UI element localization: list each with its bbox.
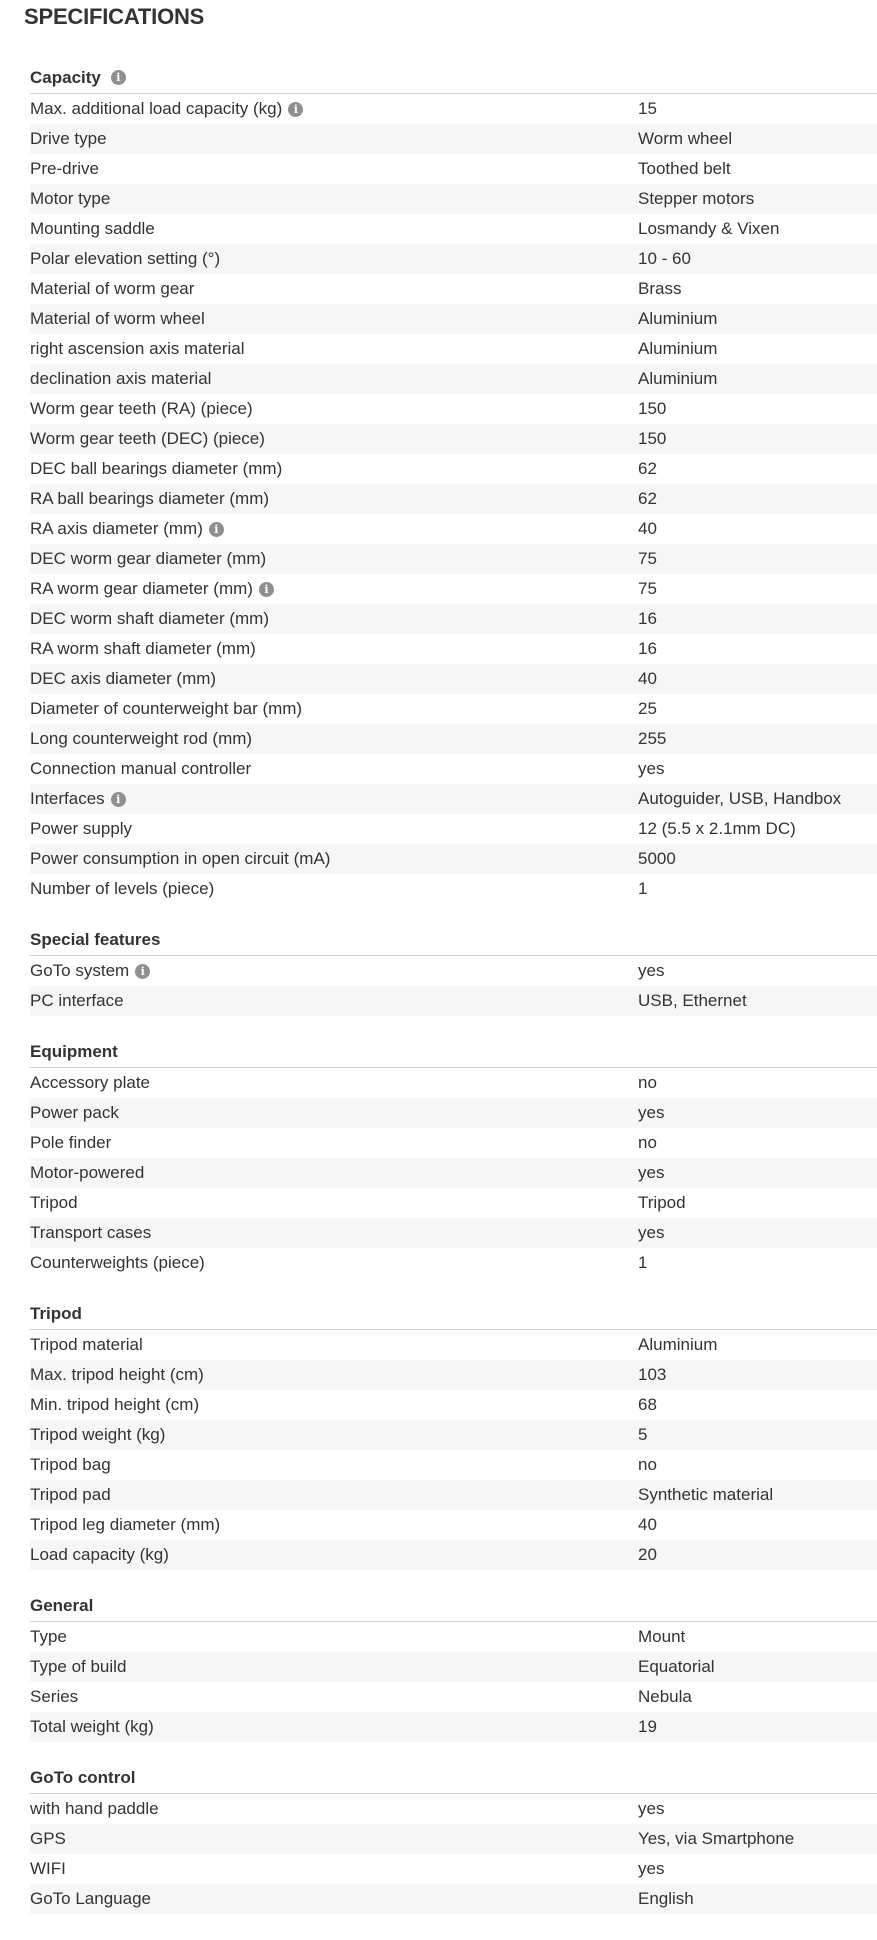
spec-value: Aluminium [638,369,718,388]
section-rows [30,956,877,1016]
spec-row [30,1330,877,1360]
spec-label: right ascension axis material [30,339,245,358]
spec-label-cell [30,1485,638,1505]
spec-section-tripod [30,1298,877,1570]
spec-value: Toothed belt [638,159,731,178]
spec-label-cell [30,849,638,869]
spec-label-cell [30,1515,638,1535]
spec-label-cell [30,1657,638,1677]
spec-row [30,1884,877,1914]
spec-row [30,1218,877,1248]
spec-row [30,304,877,334]
spec-value: 255 [638,729,667,748]
spec-label: Long counterweight rod (mm) [30,729,253,748]
spec-value: no [638,1073,657,1092]
section-rows [30,1622,877,1742]
section-header [30,1298,877,1330]
spec-value: Synthetic material [638,1485,774,1504]
spec-row [30,814,877,844]
spec-label-cell [30,789,638,809]
spec-label: DEC worm gear diameter (mm) [30,549,267,568]
section-header [30,924,877,956]
spec-row [30,1068,877,1098]
spec-value: 40 [638,1515,657,1534]
spec-row [30,94,877,124]
info-icon[interactable]: i [135,964,150,979]
spec-label: DEC axis diameter (mm) [30,669,217,688]
spec-label-cell [30,1365,638,1385]
spec-section-special-features [30,924,877,1016]
section-title: GoTo control [30,1767,136,1787]
spec-label-cell [30,99,638,119]
spec-row [30,1390,877,1420]
spec-label-cell [30,1859,638,1879]
spec-value: 62 [638,489,657,508]
spec-label-cell [30,309,638,329]
spec-row [30,1360,877,1390]
spec-value: Yes, via Smartphone [638,1829,795,1848]
spec-row [30,484,877,514]
spec-label-cell [30,1223,638,1243]
section-header [30,1036,877,1068]
spec-label: Power supply [30,819,133,838]
spec-value: yes [638,961,665,980]
spec-label: RA worm gear diameter (mm) [30,579,253,598]
spec-row [30,874,877,904]
spec-label: GoTo system [30,961,130,980]
spec-label: RA worm shaft diameter (mm) [30,639,256,658]
spec-label: Min. tripod height (cm) [30,1395,200,1414]
section-title: Special features [30,929,161,949]
spec-label-cell [30,1687,638,1707]
spec-value: 75 [638,549,657,568]
spec-label: GoTo Language [30,1889,151,1908]
spec-row [30,1128,877,1158]
spec-value: 12 (5.5 x 2.1mm DC) [638,819,796,838]
spec-label-cell [30,339,638,359]
spec-label-cell [30,1545,638,1565]
spec-value: 1 [638,1253,648,1272]
section-rows [30,1068,877,1278]
spec-label-cell [30,1335,638,1355]
spec-row [30,424,877,454]
spec-label-cell [30,639,638,659]
spec-label: Tripod leg diameter (mm) [30,1515,221,1534]
spec-value: 62 [638,459,657,478]
spec-row [30,784,877,814]
section-title: Capacity [30,67,101,87]
spec-value: Nebula [638,1687,692,1706]
spec-label-cell [30,1799,638,1819]
spec-label: Tripod bag [30,1455,111,1474]
spec-label-cell [30,519,638,539]
spec-label-cell [30,279,638,299]
spec-value: 75 [638,579,657,598]
spec-value: Autoguider, USB, Handbox [638,789,842,808]
spec-label-cell [30,549,638,569]
spec-label-cell [30,159,638,179]
spec-row [30,634,877,664]
spec-label-cell [30,1425,638,1445]
spec-label: Load capacity (kg) [30,1545,169,1564]
spec-label: RA axis diameter (mm) [30,519,203,538]
spec-row [30,1450,877,1480]
spec-label: Power pack [30,1103,119,1122]
spec-label-cell [30,961,638,981]
spec-label: Pole finder [30,1133,112,1152]
spec-row [30,274,877,304]
spec-label-cell [30,1103,638,1123]
spec-value: Brass [638,279,682,298]
spec-value: 5000 [638,849,676,868]
section-rows [30,1794,877,1914]
spec-row [30,124,877,154]
spec-row [30,694,877,724]
spec-row [30,754,877,784]
info-icon[interactable]: i [209,522,224,537]
spec-value: yes [638,1859,665,1878]
spec-row [30,1248,877,1278]
spec-label: Max. additional load capacity (kg) [30,99,283,118]
spec-row [30,214,877,244]
spec-label: Interfaces [30,789,105,808]
section-header [30,1762,877,1794]
spec-value: yes [638,1799,665,1818]
spec-value: Aluminium [638,339,718,358]
info-icon[interactable]: i [111,792,126,807]
spec-label: Counterweights (piece) [30,1253,205,1272]
spec-row [30,1540,877,1570]
spec-row [30,1098,877,1128]
spec-label-cell [30,1133,638,1153]
spec-row [30,394,877,424]
spec-label: Tripod pad [30,1485,111,1504]
spec-value: 150 [638,429,667,448]
spec-label: Drive type [30,129,107,148]
spec-label: Max. tripod height (cm) [30,1365,204,1384]
spec-label-cell [30,1193,638,1213]
spec-value: USB, Ethernet [638,991,747,1010]
spec-value: 150 [638,399,667,418]
spec-label: Diameter of counterweight bar (mm) [30,699,303,718]
spec-value: Aluminium [638,309,718,328]
spec-value: 10 - 60 [638,249,691,268]
spec-label-cell [30,1717,638,1737]
spec-label-cell [30,669,638,689]
spec-row [30,1682,877,1712]
spec-label: RA ball bearings diameter (mm) [30,489,270,508]
page-title: SPECIFICATIONS [24,4,205,29]
spec-label: Connection manual controller [30,759,252,778]
spec-label: Transport cases [30,1223,152,1242]
spec-label: Number of levels (piece) [30,879,215,898]
spec-value: 103 [638,1365,667,1384]
spec-label-cell [30,459,638,479]
spec-row [30,1794,877,1824]
spec-label-cell [30,991,638,1011]
spec-value: 20 [638,1545,657,1564]
spec-value: yes [638,1223,665,1242]
spec-label: declination axis material [30,369,212,388]
spec-value: 16 [638,609,657,628]
spec-label-cell [30,1163,638,1183]
spec-section-capacity [30,62,877,904]
spec-value: 1 [638,879,648,898]
section-rows [30,94,877,904]
spec-row [30,454,877,484]
spec-row [30,544,877,574]
spec-row [30,1158,877,1188]
spec-label-cell [30,399,638,419]
section-title: General [30,1595,94,1615]
spec-row [30,986,877,1016]
spec-value: yes [638,1163,665,1182]
spec-label-cell [30,1395,638,1415]
spec-label-cell [30,759,638,779]
spec-label: DEC worm shaft diameter (mm) [30,609,269,628]
spec-value: 15 [638,99,657,118]
spec-label-cell [30,1073,638,1093]
section-title: Tripod [30,1303,82,1323]
spec-label-cell [30,129,638,149]
section-rows [30,1330,877,1570]
spec-row [30,334,877,364]
spec-row [30,1854,877,1884]
spec-section-equipment [30,1036,877,1278]
spec-label: Material of worm wheel [30,309,205,328]
spec-row [30,1652,877,1682]
spec-label: Worm gear teeth (DEC) (piece) [30,429,265,448]
spec-row [30,1622,877,1652]
spec-label: Worm gear teeth (RA) (piece) [30,399,253,418]
spec-row [30,1420,877,1450]
spec-label: Total weight (kg) [30,1717,154,1736]
spec-label-cell [30,1889,638,1909]
spec-row [30,664,877,694]
spec-row [30,364,877,394]
info-icon[interactable]: i [111,70,126,85]
info-icon[interactable]: i [259,582,274,597]
spec-value: 68 [638,1395,657,1414]
info-icon[interactable]: i [288,102,303,117]
spec-row [30,724,877,754]
spec-value: Aluminium [638,1335,718,1354]
spec-label: Motor type [30,189,111,208]
spec-label: Material of worm gear [30,279,195,298]
spec-value: Tripod [638,1193,686,1212]
spec-label-cell [30,1455,638,1475]
spec-value: yes [638,759,665,778]
spec-row [30,1480,877,1510]
spec-section-general [30,1590,877,1742]
spec-value: 19 [638,1717,657,1736]
spec-value: Equatorial [638,1657,715,1676]
spec-label: Pre-drive [30,159,99,178]
spec-value: Mount [638,1627,686,1646]
spec-row [30,514,877,544]
spec-label: Tripod weight (kg) [30,1425,166,1444]
spec-label-cell [30,579,638,599]
spec-label-cell [30,1627,638,1647]
spec-label: Polar elevation setting (°) [30,249,221,268]
section-title: Equipment [30,1041,118,1061]
spec-label-cell [30,1829,638,1849]
spec-value: yes [638,1103,665,1122]
spec-label-cell [30,609,638,629]
spec-label-cell [30,189,638,209]
spec-label-cell [30,429,638,449]
spec-label-cell [30,1253,638,1273]
spec-label-cell [30,489,638,509]
spec-label: Mounting saddle [30,219,155,238]
spec-label: DEC ball bearings diameter (mm) [30,459,283,478]
spec-section-goto-control [30,1762,877,1914]
spec-label: Accessory plate [30,1073,150,1092]
spec-label: WIFI [30,1859,66,1878]
spec-row [30,1188,877,1218]
spec-row [30,184,877,214]
spec-label: Type of build [30,1657,127,1676]
spec-label: PC interface [30,991,124,1010]
spec-label-cell [30,369,638,389]
spec-row [30,154,877,184]
spec-row [30,1824,877,1854]
spec-label: Tripod [30,1193,78,1212]
spec-row [30,956,877,986]
spec-label: Series [30,1687,79,1706]
spec-label: Type [30,1627,67,1646]
spec-label: Power consumption in open circuit (mA) [30,849,331,868]
spec-row [30,1712,877,1742]
spec-label-cell [30,729,638,749]
section-header [30,62,877,94]
spec-row [30,574,877,604]
spec-value: 40 [638,669,657,688]
spec-value: 25 [638,699,657,718]
section-header [30,1590,877,1622]
spec-value: English [638,1889,694,1908]
spec-label: Tripod material [30,1335,143,1354]
spec-value: no [638,1133,657,1152]
spec-value: 40 [638,519,657,538]
spec-label: with hand paddle [30,1799,159,1818]
spec-value: 5 [638,1425,648,1444]
spec-label: Motor-powered [30,1163,145,1182]
spec-row [30,1510,877,1540]
spec-row [30,604,877,634]
spec-label-cell [30,249,638,269]
spec-value: Worm wheel [638,129,733,148]
specifications-table [30,62,877,1934]
spec-value: Stepper motors [638,189,755,208]
spec-label-cell [30,699,638,719]
spec-row [30,844,877,874]
spec-label-cell [30,819,638,839]
spec-row [30,244,877,274]
spec-value: 16 [638,639,657,658]
spec-value: Losmandy & Vixen [638,219,780,238]
spec-label: GPS [30,1829,66,1848]
spec-value: no [638,1455,657,1474]
spec-label-cell [30,879,638,899]
spec-label-cell [30,219,638,239]
